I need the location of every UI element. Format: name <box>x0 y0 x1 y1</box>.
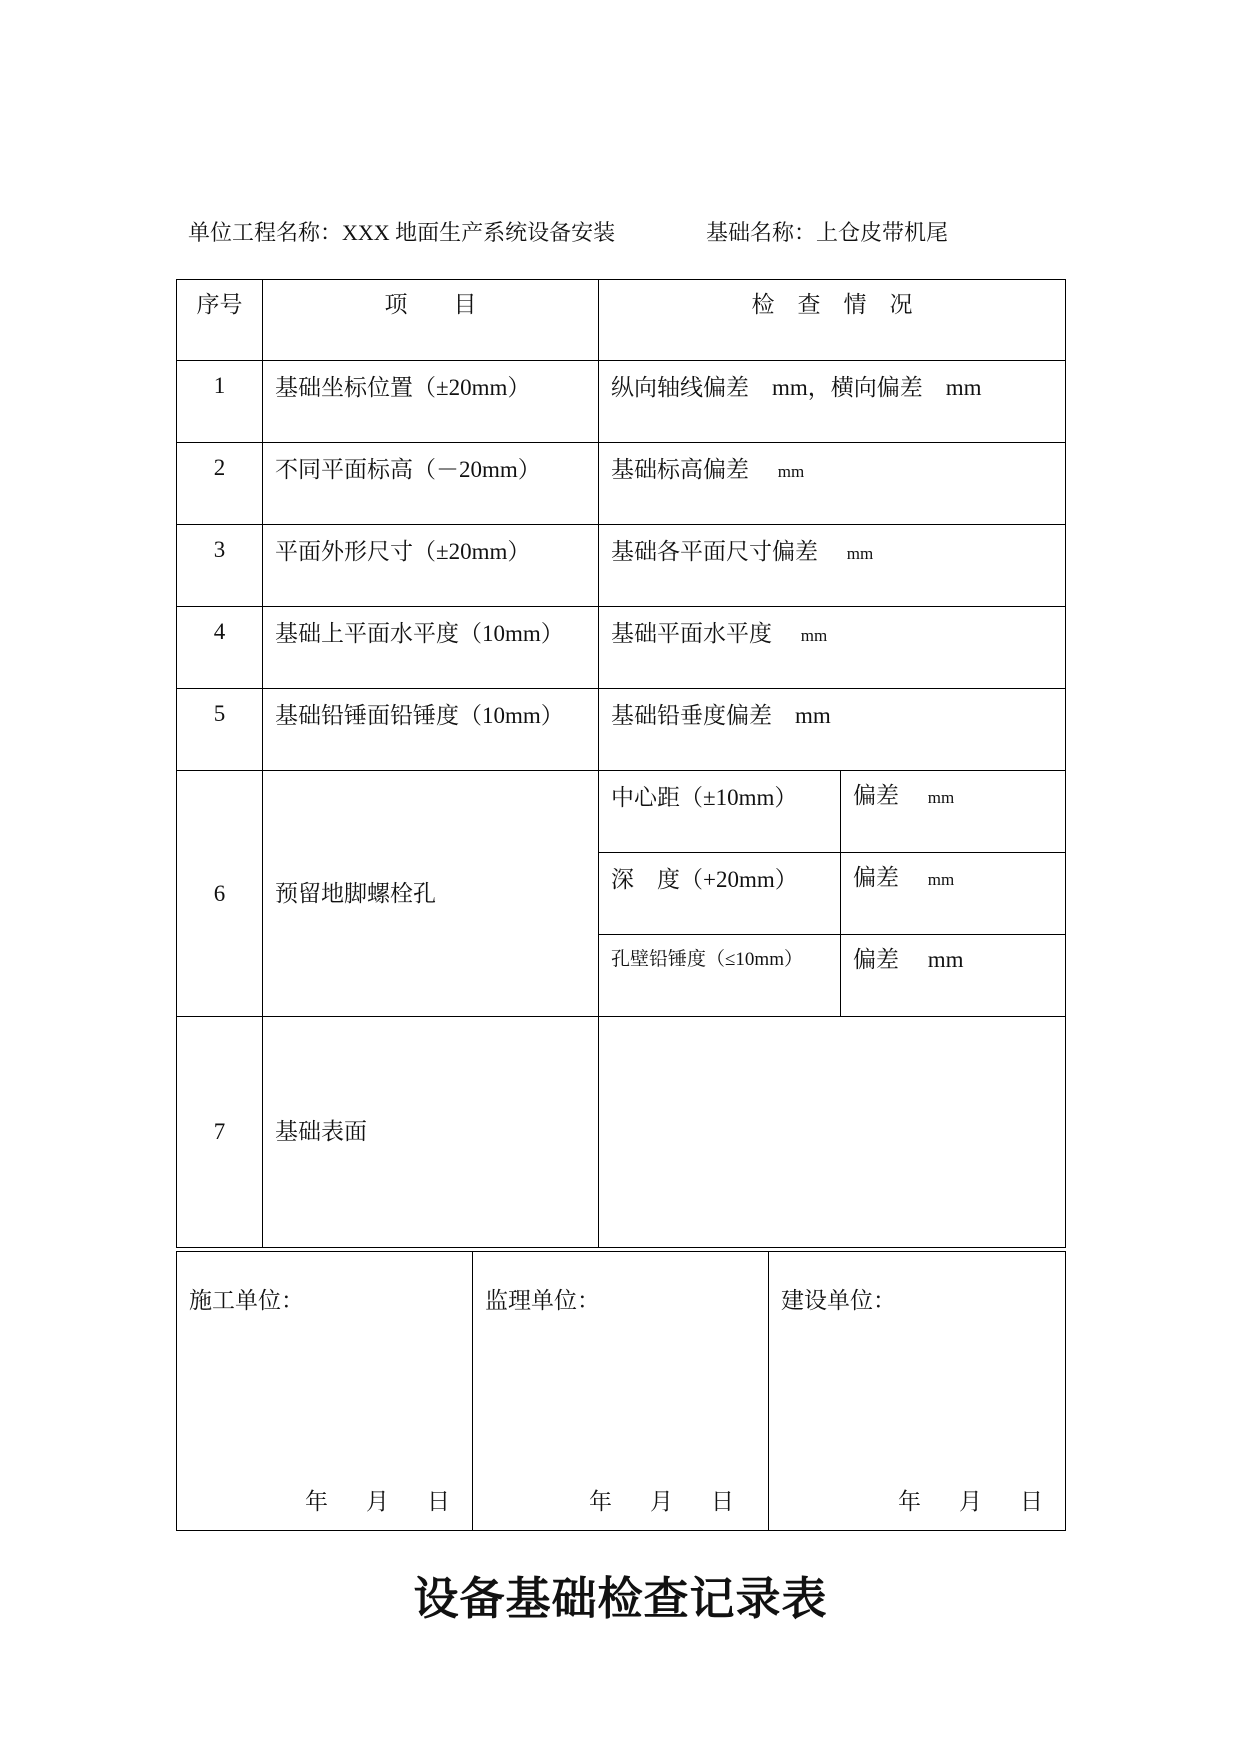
date-month: 月 <box>959 1489 982 1514</box>
row-check[interactable] <box>599 607 1066 689</box>
date-day: 日 <box>427 1489 450 1514</box>
header-no: 序号 <box>177 280 263 361</box>
check-text: 基础平面水平度 <box>611 621 772 646</box>
table-header-row <box>177 280 1066 361</box>
header-check: 检 查 情 况 <box>599 280 1066 361</box>
date-month: 月 <box>650 1489 673 1514</box>
document-title: 设备基础检查记录表 <box>413 1572 828 1625</box>
dev-unit: mm <box>927 788 955 807</box>
signature-cell-supervision[interactable] <box>473 1252 769 1531</box>
signature-date <box>860 1483 1043 1516</box>
date-year: 年 <box>305 1489 328 1514</box>
row-check[interactable]: 基础铅垂度偏差 mm <box>599 689 1066 771</box>
table-row <box>177 689 1066 771</box>
table-row <box>177 443 1066 525</box>
row-no: 3 <box>177 525 263 607</box>
signature-cell-construction[interactable] <box>177 1252 473 1531</box>
signature-label: 监理单位： <box>485 1288 600 1313</box>
signature-date <box>551 1483 734 1516</box>
table-row <box>177 361 1066 443</box>
row-no: 4 <box>177 607 263 689</box>
dev-text: 偏差 <box>853 783 899 808</box>
row-check[interactable] <box>599 525 1066 607</box>
dev-unit: mm <box>927 870 955 889</box>
date-year: 年 <box>589 1489 612 1514</box>
row-no: 5 <box>177 689 263 771</box>
row-item: 不同平面标高（－20mm） <box>263 443 599 525</box>
signature-date <box>267 1483 450 1516</box>
check-text: 基础标高偏差 <box>611 457 749 482</box>
date-year: 年 <box>898 1489 921 1514</box>
row-no: 2 <box>177 443 263 525</box>
check-text: 基础各平面尺寸偏差 <box>611 539 818 564</box>
check-unit: mm <box>777 462 805 481</box>
row-check[interactable]: 纵向轴线偏差 mm，横向偏差 mm <box>599 361 1066 443</box>
row-no: 1 <box>177 361 263 443</box>
sub-item: 中心距（±10mm） <box>599 771 841 853</box>
row-item: 预留地脚螺栓孔 <box>263 771 599 1017</box>
inspection-table <box>176 279 1066 1248</box>
signature-label: 建设单位： <box>781 1288 896 1313</box>
check-unit: mm <box>846 544 874 563</box>
row-item: 平面外形尺寸（±20mm） <box>263 525 599 607</box>
header-item: 项 目 <box>263 280 599 361</box>
row-check[interactable] <box>599 1017 1066 1248</box>
header-line <box>188 216 1088 250</box>
foundation-name: 基础名称：上仓皮带机尾 <box>706 220 949 245</box>
sub-deviation[interactable] <box>841 935 1066 1017</box>
date-month: 月 <box>366 1489 389 1514</box>
row-no: 7 <box>177 1017 263 1248</box>
project-name: 单位工程名称：XXX 地面生产系统设备安装 <box>188 220 616 245</box>
dev-text: 偏差 <box>853 865 899 890</box>
signature-label: 施工单位： <box>189 1288 304 1313</box>
date-day: 日 <box>1020 1489 1043 1514</box>
row-check[interactable] <box>599 443 1066 525</box>
sub-item: 深 度（+20mm） <box>599 853 841 935</box>
row-item: 基础表面 <box>263 1017 599 1248</box>
sub-deviation[interactable] <box>841 853 1066 935</box>
row-no: 6 <box>177 771 263 1017</box>
table-row <box>177 1017 1066 1248</box>
row-item: 基础坐标位置（±20mm） <box>263 361 599 443</box>
table-row <box>177 525 1066 607</box>
row-item: 基础上平面水平度（10mm） <box>263 607 599 689</box>
sub-item: 孔壁铅锤度（≤10mm） <box>599 935 841 1017</box>
row-item: 基础铅锤面铅锤度（10mm） <box>263 689 599 771</box>
sub-deviation[interactable] <box>841 771 1066 853</box>
dev-text: 偏差 <box>853 947 899 972</box>
table-row <box>177 771 1066 853</box>
check-unit: mm <box>800 626 828 645</box>
dev-unit: mm <box>927 947 964 972</box>
date-day: 日 <box>711 1489 734 1514</box>
signature-cell-owner[interactable] <box>769 1252 1066 1531</box>
table-row <box>177 607 1066 689</box>
signature-table <box>176 1251 1066 1531</box>
